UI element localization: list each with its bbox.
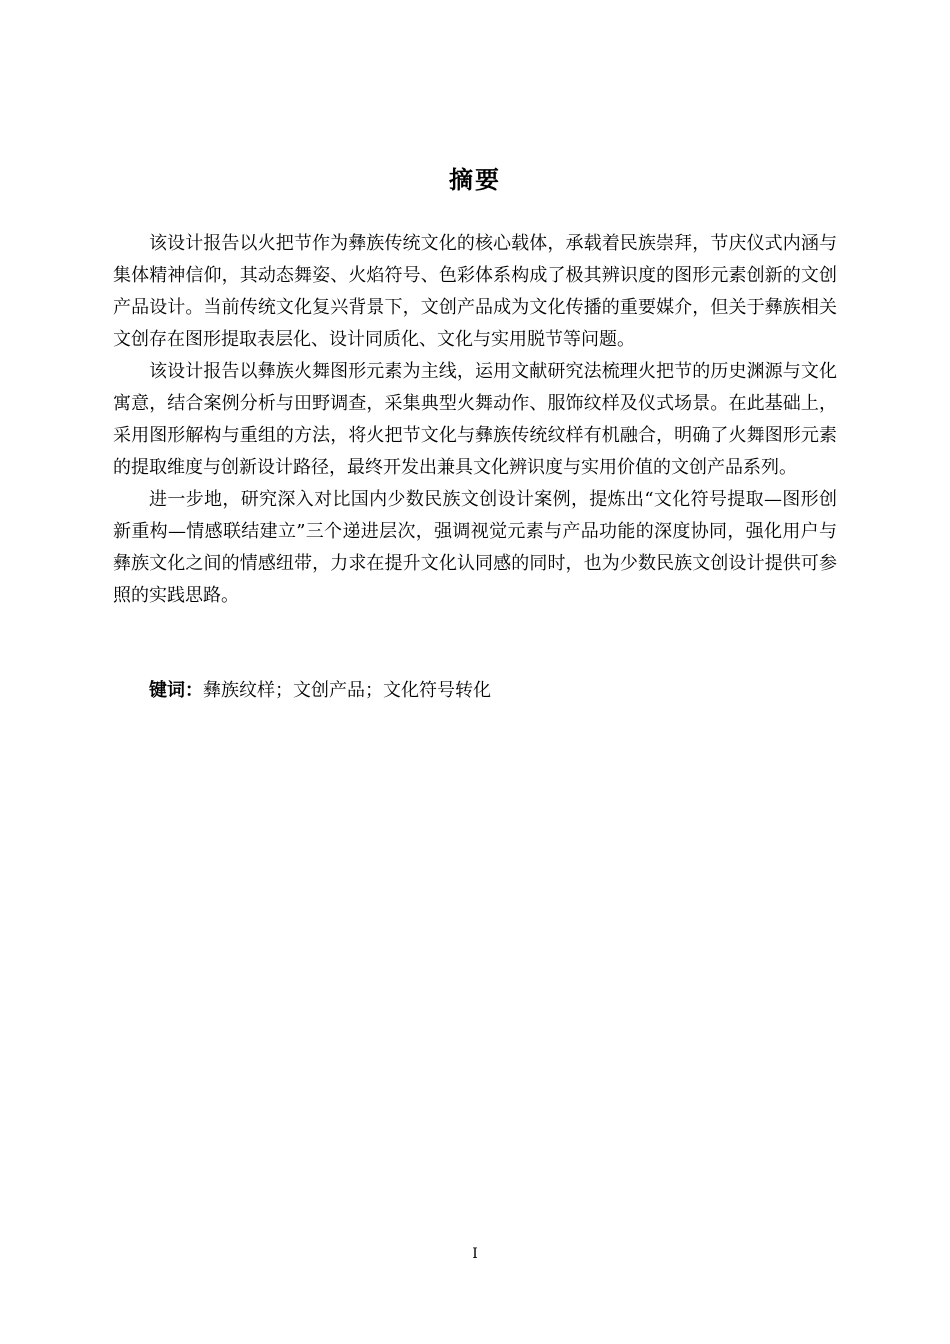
keywords-line (113, 675, 837, 707)
abstract-paragraph-1: 该设计报告以火把节作为彝族传统文化的核心载体，承载着民族崇拜，节庆仪式内涵与集体精神信仰，其动态舞姿、火焰符号、色彩体系构成了极其辨识度的图形元素创新的文创产品设计。当前传统文化复兴背景下，文创产品成为文化传播的重要媒介，但关于彝族相关文创存在图形提取表层化、设计同质化、文化与实用脱节等问题。 (113, 233, 837, 350)
page-title: 摘要 (449, 166, 501, 194)
page-number: I (472, 1246, 478, 1262)
keywords-label: 键词： (149, 680, 203, 701)
abstract-paragraph-2: 该设计报告以彝族火舞图形元素为主线，运用文献研究法梳理火把节的历史渊源与文化寓意，结合案例分析与田野调查，采集典型火舞动作、服饰纹样及仪式场景。在此基础上，采用图形解构与重组的方法，将火把节文化与彝族传统纹样有机融合，明确了火舞图形元素的提取维度与创新设计路径，最终开发出兼具文化辨识度与实用价值的文创产品系列。 (113, 361, 837, 478)
keywords-value: 彝族纹样；文创产品；文化符号转化 (203, 680, 491, 701)
abstract-body (113, 228, 837, 612)
abstract-paragraph-3: 进一步地，研究深入对比国内少数民族文创设计案例，提炼出“文化符号提取—图形创新重构—情感联结建立”三个递进层次，强调视觉元素与产品功能的深度协同，强化用户与彝族文化之间的情感纽带，力求在提升文化认同感的同时，也为少数民族文创设计提供可参照的实践思路。 (113, 489, 837, 606)
